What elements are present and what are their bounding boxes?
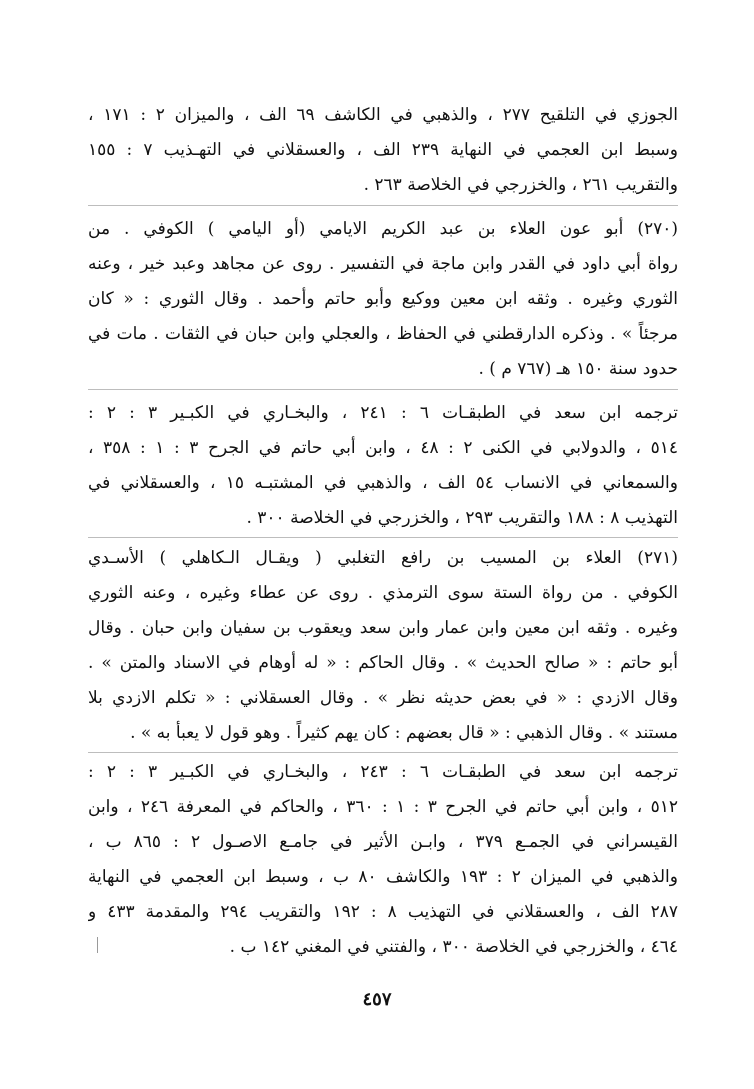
paragraph-biography-271	[88, 541, 678, 751]
section-divider	[88, 205, 678, 206]
text-line: ترجمه ابن سعد في الطبقـات ٦ : ٢٤٣ ، والبخـاري في الكبـير ٣ : ٢ :	[88, 762, 678, 782]
section-divider	[88, 752, 678, 753]
paragraph-references-270	[88, 396, 678, 536]
text-line: (٢٧٠) أبو عون العلاء بن عبد الكريم الايامي (أو اليامي ) الكوفي . من	[88, 219, 678, 239]
text-line: والسمعاني في الانساب ٥٤ الف ، والذهبي في المشتبـه ١٥ ، والعسقلاني في	[88, 473, 678, 493]
paragraph-biography-270	[88, 212, 678, 387]
text-line: ٤٦٤ ، والخزرجي في الخلاصة ٣٠٠ ، والفتني في المغني ١٤٢ ب .	[229, 937, 678, 957]
paragraph-references-1	[88, 98, 678, 203]
text-line: مستند » . وقال الذهبي : « قال بعضهم : كان يهم كثيراً . وهو قول لا يعبأ به » .	[130, 723, 678, 743]
text-line: القيسراني في الجمـع ٣٧٩ ، وابـن الأثير في جامـع الاصـول ٢ : ٨٦٥ ب ،	[88, 832, 678, 852]
margin-mark	[97, 937, 98, 953]
section-divider	[88, 537, 678, 538]
text-line: ترجمه ابن سعد في الطبقـات ٦ : ٢٤١ ، والبخـاري في الكبـير ٣ : ٢ :	[88, 403, 678, 423]
text-line: الثوري وغيره . وثقه ابن معين ووكيع وأبو حاتم وأحمد . وقال الثوري : « كان	[88, 289, 678, 309]
text-line: والذهبي في الميزان ٢ : ١٩٣ والكاشف ٨٠ ب ، وسبط ابن العجمي في النهاية	[88, 867, 678, 887]
text-line: وقال الازدي : « في بعض حديثه نظر » . وقال العسقلاني : « تكلم الازدي بلا	[88, 688, 678, 708]
text-line: وغيره . وثقه ابن معين وابن عمار وابن سعد ويعقوب بن سفيان وابن حبان . وقال	[88, 618, 678, 638]
text-line: والتقريب ٢٦١ ، والخزرجي في الخلاصة ٢٦٣ .	[363, 175, 678, 195]
text-line: مرجئاً » . وذكره الدارقطني في الحفاظ ، والعجلي وابن حبان في الثقات . مات في	[88, 324, 678, 344]
text-line: الكوفي . من رواة الستة سوى الترمذي . روى عن عطاء وغيره ، وعنه الثوري	[88, 583, 678, 603]
page-number: ٤٥٧	[362, 989, 392, 1010]
paragraph-references-271	[88, 755, 678, 965]
text-line: وسبط ابن العجمي في النهاية ٢٣٩ الف ، والعسقلاني في التهـذيب ٧ : ١٥٥	[88, 140, 678, 160]
text-line: ٢٨٧ الف ، والعسقلاني في التهذيب ٨ : ١٩٢ والتقريب ٢٩٤ والمقدمة ٤٣٣ و	[88, 902, 678, 922]
text-line: حدود سنة ١٥٠ هـ (٧٦٧ م ) .	[478, 359, 678, 379]
text-line: رواة أبي داود في القدر وابن ماجة في التفسير . روى عن مجاهد وعبد خير ، وعنه	[88, 254, 678, 274]
text-line: التهذيب ٨ : ١٨٨ والتقريب ٢٩٣ ، والخزرجي في الخلاصة ٣٠٠ .	[246, 508, 678, 528]
text-line: ٥١٤ ، والدولابي في الكنى ٢ : ٤٨ ، وابن أبي حاتم في الجرح ٣ : ١ : ٣٥٨ ،	[88, 438, 678, 458]
text-line: أبو حاتم : « صالح الحديث » . وقال الحاكم : « له أوهام في الاسناد والمتن » .	[88, 653, 678, 673]
text-line: الجوزي في التلقيح ٢٧٧ ، والذهبي في الكاشف ٦٩ الف ، والميزان ٢ : ١٧١ ،	[88, 105, 678, 125]
section-divider	[88, 389, 678, 390]
text-line: ٥١٢ ، وابن أبي حاتم في الجرح ٣ : ١ : ٣٦٠ ، والحاكم في المعرفة ٢٤٦ ، وابن	[88, 797, 678, 817]
text-line: (٢٧١) العلاء بن المسيب بن رافع التغلبي ( ويقـال الـكاهلي ) الأسـدي	[88, 548, 678, 568]
